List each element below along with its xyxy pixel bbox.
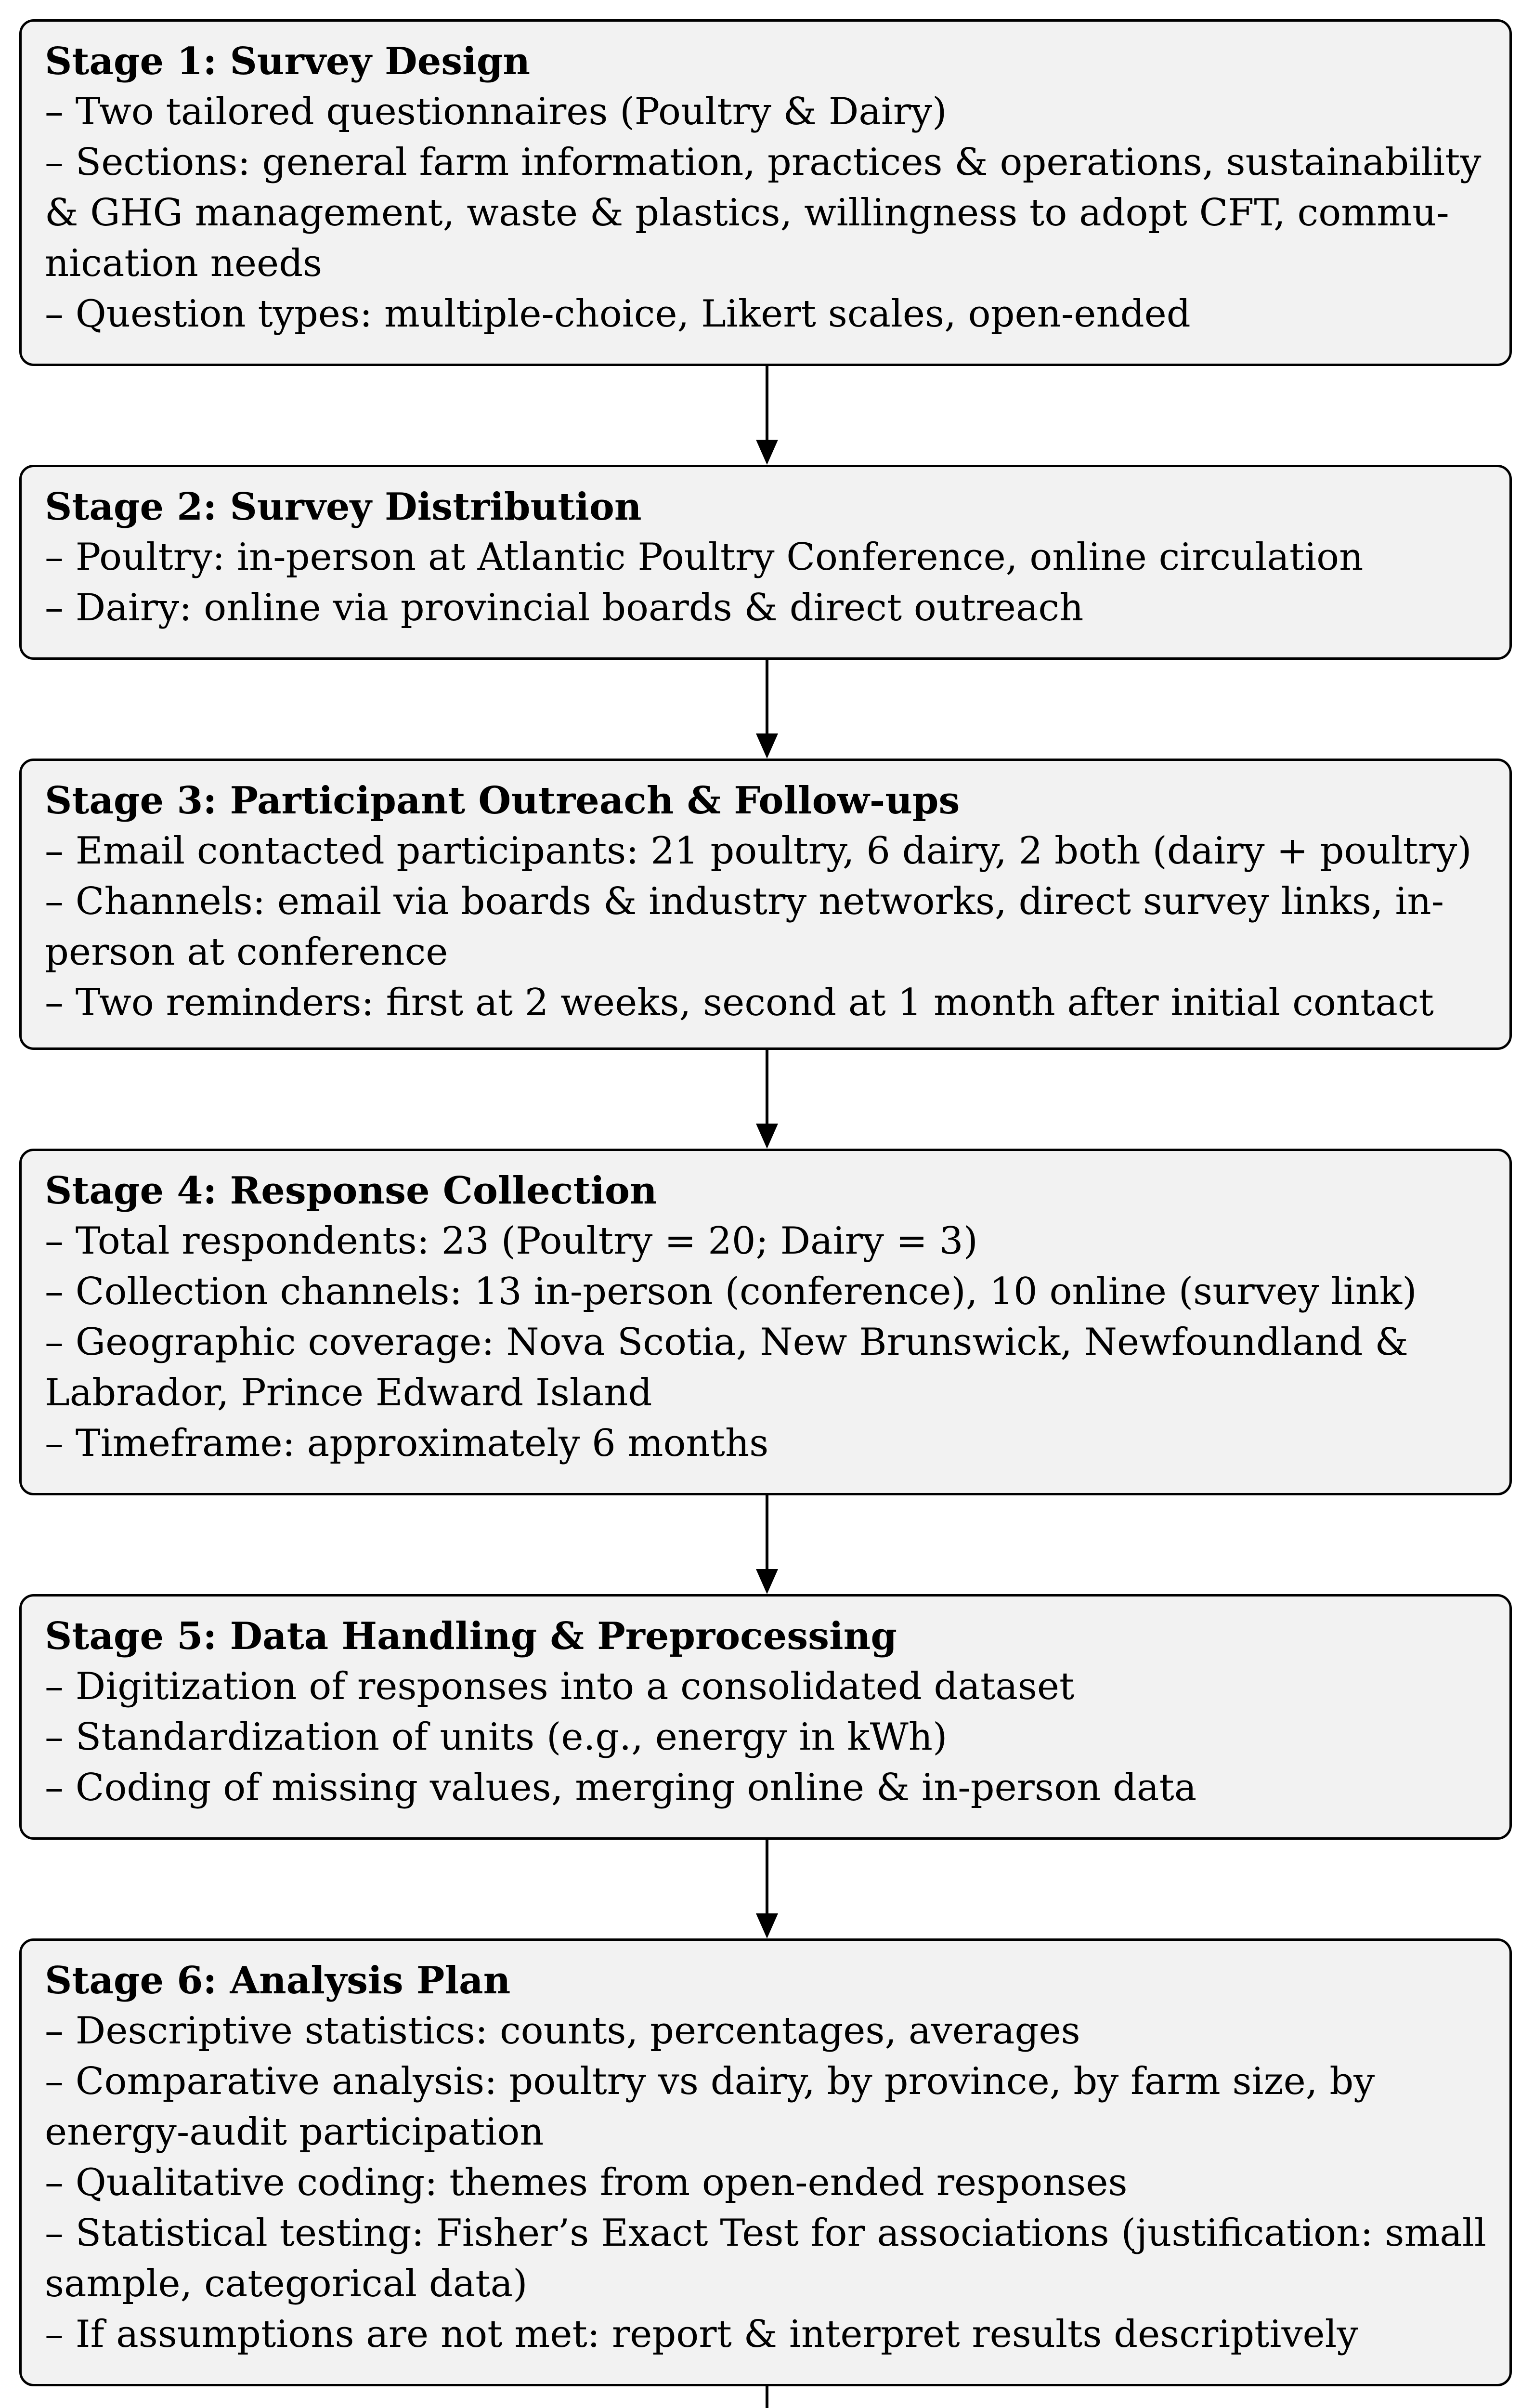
stage-3-line-2: – Channels: email via boards & industry networks, direct survey links, in- bbox=[45, 880, 1444, 923]
stage-3-line-4: – Two reminders: first at 2 weeks, second at 1 month after initial contact bbox=[45, 981, 1434, 1024]
stage-4-line-2: – Collection channels: 13 in-person (conference), 10 online (survey link) bbox=[45, 1270, 1417, 1313]
stage-1-line-3: & GHG management, waste & plastics, willingness to adopt CFT, commu- bbox=[45, 191, 1449, 235]
stage-6-line-4: – Qualitative coding: themes from open-ended responses bbox=[45, 2161, 1128, 2204]
stage-4-line-5: – Timeframe: approximately 6 months bbox=[45, 1422, 769, 1465]
stage-5-title: Stage 5: Data Handling & Preprocessing bbox=[45, 1614, 897, 1658]
stage-3-title: Stage 3: Participant Outreach & Follow-ups bbox=[45, 779, 960, 823]
stage-1-box bbox=[19, 19, 1512, 366]
stage-4-box bbox=[19, 1149, 1512, 1495]
stage-4-line-4: Labrador, Prince Edward Island bbox=[45, 1371, 652, 1414]
stage-6-line-1: – Descriptive statistics: counts, percentages, averages bbox=[45, 2009, 1080, 2053]
stage-6-line-5: – Statistical testing: Fisher’s Exact Test for associations (justification: small bbox=[45, 2212, 1486, 2255]
stage-1-line-5: – Question types: multiple-choice, Likert scales, open-ended bbox=[45, 292, 1191, 336]
stage-2-line-2: – Dairy: online via provincial boards & direct outreach bbox=[45, 586, 1084, 629]
stage-4-line-1: – Total respondents: 23 (Poultry = 20; Dairy = 3) bbox=[45, 1219, 978, 1263]
stage-6-line-6: sample, categorical data) bbox=[45, 2262, 528, 2305]
stage-6-line-2: – Comparative analysis: poultry vs dairy, by province, by farm size, by bbox=[45, 2060, 1375, 2103]
stage-1-title: Stage 1: Survey Design bbox=[45, 39, 531, 83]
arrow-stage-4-to-5 bbox=[761, 1495, 773, 1594]
stage-4-line-3: – Geographic coverage: Nova Scotia, New Brunswick, Newfoundland & bbox=[45, 1321, 1408, 1364]
stage-4-title: Stage 4: Response Collection bbox=[45, 1169, 657, 1213]
stage-5-box bbox=[19, 1594, 1512, 1840]
stage-2-line-1: – Poultry: in-person at Atlantic Poultry Conference, online circulation bbox=[45, 536, 1364, 579]
arrow-stage-5-to-6 bbox=[761, 1840, 773, 1938]
stage-5-line-1: – Digitization of responses into a consolidated dataset bbox=[45, 1665, 1075, 1708]
stage-2-box bbox=[19, 465, 1512, 660]
stage-6-title: Stage 6: Analysis Plan bbox=[45, 1959, 511, 2002]
stage-3-line-1: – Email contacted participants: 21 poultry, 6 dairy, 2 both (dairy + poultry) bbox=[45, 829, 1472, 873]
stage-5-line-3: – Coding of missing values, merging online & in-person data bbox=[45, 1766, 1197, 1809]
stage-6-box bbox=[19, 1938, 1512, 2386]
stage-1-line-2: – Sections: general farm information, practices & operations, sustainability bbox=[45, 141, 1482, 184]
stage-2-title: Stage 2: Survey Distribution bbox=[45, 485, 642, 529]
stage-6-line-7: – If assumptions are not met: report & interpret results descriptively bbox=[45, 2313, 1358, 2356]
arrow-stage-2-to-3 bbox=[761, 660, 773, 759]
arrow-stage-6-to-7 bbox=[761, 2386, 773, 2408]
stage-3-line-3: person at conference bbox=[45, 930, 448, 974]
stage-1-line-1: – Two tailored questionnaires (Poultry & Dairy) bbox=[45, 90, 947, 133]
stage-1-line-4: nication needs bbox=[45, 242, 323, 285]
arrow-stage-3-to-4 bbox=[761, 1050, 773, 1149]
stage-5-line-2: – Standardization of units (e.g., energy in kWh) bbox=[45, 1715, 948, 1759]
stage-3-box bbox=[19, 759, 1512, 1050]
arrow-stage-1-to-2 bbox=[761, 366, 773, 465]
stage-6-line-3: energy-audit participation bbox=[45, 2110, 544, 2154]
